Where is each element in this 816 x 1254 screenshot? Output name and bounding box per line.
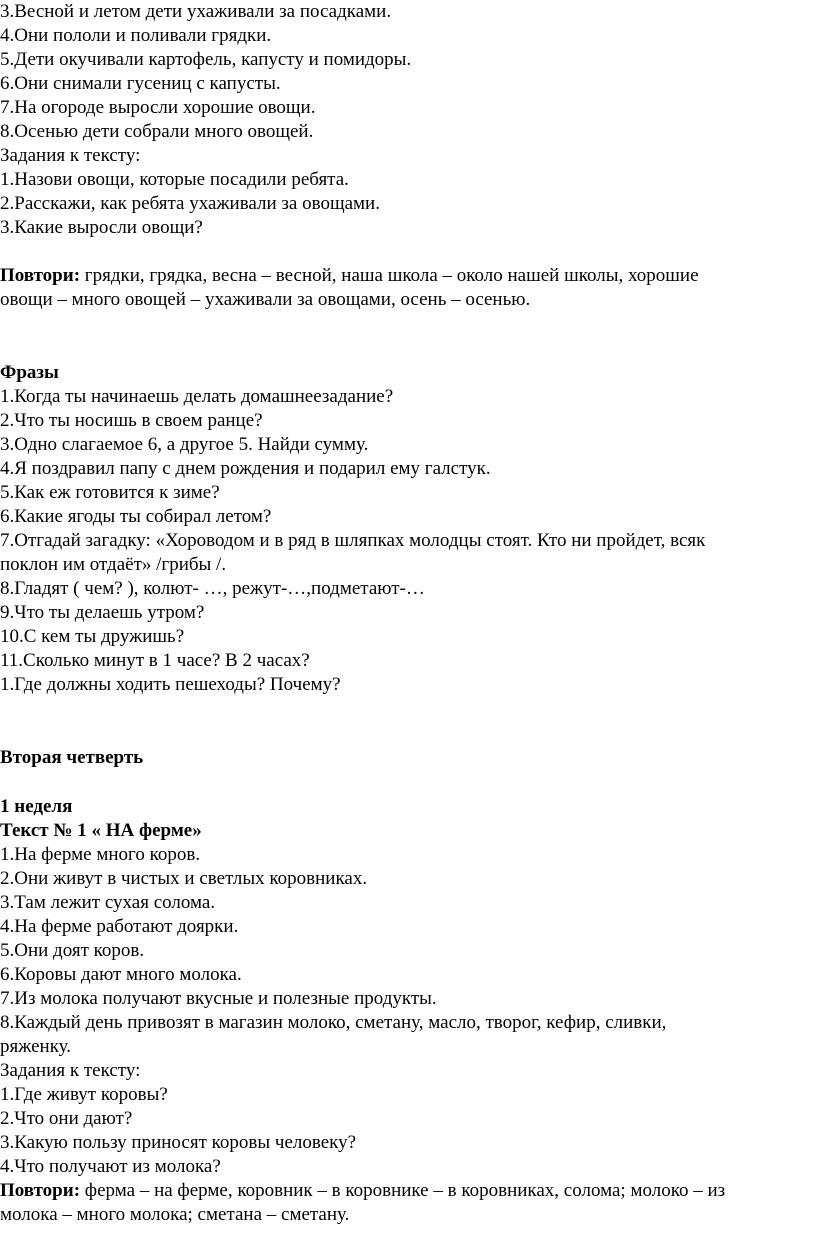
repeat-line-2: овощи – много овощей – ухаживали за овощами, осень – осенью.	[0, 289, 531, 310]
phrases-heading: Фразы	[0, 362, 59, 383]
text-line: 6.Они снимали гусениц с капусты.	[0, 73, 281, 94]
phrase-item: 11.Сколько минут в 1 часе? В 2 часах?	[0, 650, 310, 671]
text-line: 5.Они доят коров.	[0, 940, 145, 961]
phrase-item: 4.Я поздравил папу с днем рождения и подарил ему галстук.	[0, 458, 491, 479]
text-line: 7.На огороде выросли хорошие овощи.	[0, 97, 316, 118]
week-heading: 1 неделя	[0, 796, 73, 817]
phrase-item: 2.Что ты носишь в своем ранце?	[0, 410, 263, 431]
phrase-item: 6.Какие ягоды ты собирал летом?	[0, 506, 272, 527]
text-line: 8.Каждый день привозят в магазин молоко, сметану, масло, творог, кефир, сливки,	[0, 1012, 667, 1033]
task-item: 1.Где живут коровы?	[0, 1084, 168, 1105]
repeat-line-1	[0, 264, 699, 288]
text-line: 4.На ферме работают доярки.	[0, 916, 239, 937]
phrase-item: 5.Как еж готовится к зиме?	[0, 482, 220, 503]
tasks-label: Задания к тексту:	[0, 1060, 141, 1081]
repeat-label: Повтори:	[0, 1180, 81, 1201]
phrase-item: 9.Что ты делаешь утром?	[0, 602, 205, 623]
task-item: 1.Назови овощи, которые посадили ребята.	[0, 169, 349, 190]
phrase-item: 1.Когда ты начинаешь делать домашнеезадание?	[0, 386, 394, 407]
phrase-item: 1.Где должны ходить пешеходы? Почему?	[0, 674, 341, 695]
repeat-words: грядки, грядка, весна – весной, наша школа – около нашей школы, хорошие	[80, 265, 699, 286]
text-line: ряженку.	[0, 1036, 72, 1057]
tasks-label: Задания к тексту:	[0, 145, 141, 166]
text-line: 7.Из молока получают вкусные и полезные продукты.	[0, 988, 437, 1009]
phrase-item: 8.Гладят ( чем? ), колют- …, режут-…,подметают-…	[0, 578, 425, 599]
repeat-line-2: молока – много молока; сметана – сметану.	[0, 1204, 350, 1225]
repeat-line-1	[0, 1179, 725, 1203]
task-item: 3.Какие выросли овощи?	[0, 217, 203, 238]
task-item: 4.Что получают из молока?	[0, 1156, 221, 1177]
text-heading: Текст № 1 « НА ферме»	[0, 820, 202, 841]
phrase-item: 7.Отгадай загадку: «Хороводом и в ряд в шляпках молодцы стоят. Кто ни пройдет, всяк	[0, 530, 706, 551]
text-line: 1.На ферме много коров.	[0, 844, 201, 865]
phrase-item: 3.Одно слагаемое 6, а другое 5. Найди сумму.	[0, 434, 369, 455]
text-line: 5.Дети окучивали картофель, капусту и помидоры.	[0, 49, 412, 70]
text-line: 2.Они живут в чистых и светлых коровниках.	[0, 868, 368, 889]
task-item: 2.Что они дают?	[0, 1108, 133, 1129]
text-line: 3.Там лежит сухая солома.	[0, 892, 216, 913]
repeat-words: ферма – на ферме, коровник – в коровнике – в коровниках, солома; молоко – из	[80, 1180, 726, 1201]
task-item: 2.Расскажи, как ребята ухаживали за овощами.	[0, 193, 380, 214]
phrase-item: поклон им отдаёт» /грибы /.	[0, 554, 227, 575]
task-item: 3.Какую пользу приносят коровы человеку?	[0, 1132, 357, 1153]
phrase-item: 10.С кем ты дружишь?	[0, 626, 185, 647]
text-line: 4.Они пололи и поливали грядки.	[0, 25, 272, 46]
text-line: 8.Осенью дети собрали много овощей.	[0, 121, 314, 142]
quarter-heading: Вторая четверть	[0, 747, 144, 768]
repeat-label: Повтори:	[0, 265, 81, 286]
text-line: 6.Коровы дают много молока.	[0, 964, 242, 985]
text-line: 3.Весной и летом дети ухаживали за посадками.	[0, 1, 392, 22]
